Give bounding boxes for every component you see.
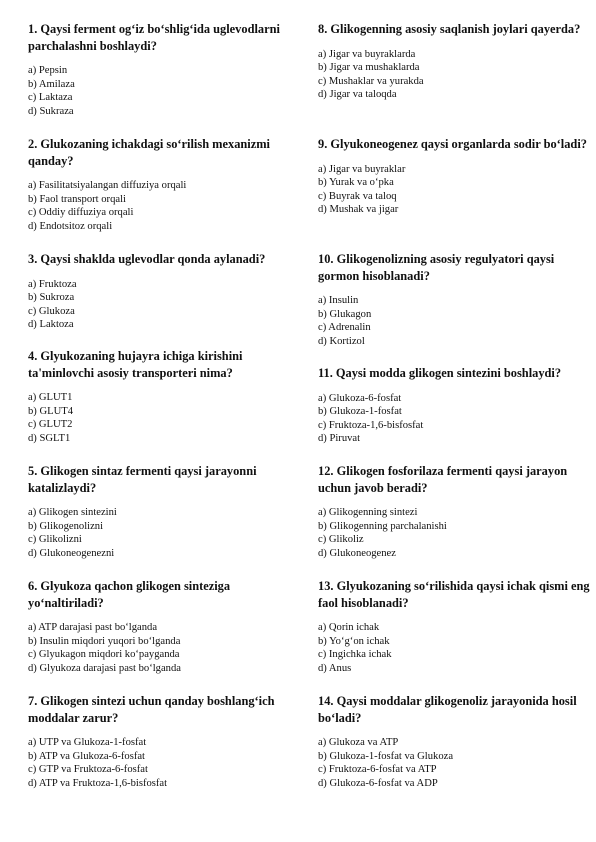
option-a: a) Glukoza va ATP bbox=[318, 737, 399, 748]
option-c: c) Adrenalin bbox=[318, 322, 371, 334]
answer-options bbox=[28, 179, 306, 233]
option-a: a) Glukoza-6-fosfat bbox=[318, 392, 402, 404]
option-d: d) Piruvat bbox=[318, 433, 361, 445]
option-b: b) Yo‘g‘on ichak bbox=[318, 635, 390, 647]
question-title: 13. Glyukozaning so‘rilishida qaysi ichak qismi eng faol hisoblanadi? bbox=[318, 579, 590, 610]
option-d: d) Endotsitoz orqali bbox=[28, 220, 113, 232]
option-c: c) Ingichka ichak bbox=[318, 649, 392, 661]
question-13 bbox=[318, 578, 590, 675]
option-b: b) Faol transport orqali bbox=[28, 193, 126, 205]
option-b: b) GLUT4 bbox=[28, 405, 74, 417]
option-a: a) Glikogen sintezini bbox=[28, 507, 117, 518]
answer-options bbox=[318, 48, 590, 102]
option-d: d) Kortizol bbox=[318, 335, 365, 347]
option-d: d) Laktoza bbox=[28, 319, 74, 331]
option-b: b) Sukroza bbox=[28, 292, 75, 304]
answer-options bbox=[318, 621, 590, 675]
option-b: b) Glikogenolizni bbox=[28, 520, 104, 532]
option-b: b) Yurak va o‘pka bbox=[318, 177, 394, 189]
option-b: b) Glukoza-1-fosfat bbox=[318, 406, 402, 418]
option-c: c) Buyrak va taloq bbox=[318, 190, 397, 202]
option-a: a) Insulin bbox=[318, 295, 359, 306]
question-2 bbox=[28, 136, 306, 233]
question-title: 5. Glikogen sintaz fermenti qaysi jarayonni katalizlaydi? bbox=[28, 464, 257, 495]
question-title: 9. Glyukoneogenez qaysi organlarda sodir bo‘ladi? bbox=[318, 137, 587, 151]
question-title: 14. Qaysi moddalar glikogenoliz jarayonida hosil bo‘ladi? bbox=[318, 694, 577, 725]
answer-options bbox=[28, 391, 306, 445]
option-b: b) Glukoza-1-fosfat va Glukoza bbox=[318, 750, 454, 762]
option-b: b) Amilaza bbox=[28, 78, 75, 90]
option-d: d) Glukoneogenezni bbox=[28, 547, 115, 559]
option-c: c) GTP va Fruktoza-6-fosfat bbox=[28, 764, 148, 776]
option-c: c) Glikoliz bbox=[318, 534, 364, 546]
answer-options bbox=[28, 64, 306, 118]
option-c: c) Laktaza bbox=[28, 92, 73, 104]
option-c: c) Glukoza bbox=[28, 305, 75, 317]
question-title: 4. Glyukozaning hujayra ichiga kirishini ta'minlovchi asosiy transporteri nima? bbox=[28, 349, 243, 380]
question-title: 2. Glukozaning ichakdagi so‘rilish mexanizmi qanday? bbox=[28, 137, 270, 168]
option-d: d) Sukraza bbox=[28, 105, 74, 117]
option-b: b) Glikogenning parchalanishi bbox=[318, 520, 447, 532]
option-c: c) Fruktoza-1,6-bisfosfat bbox=[318, 419, 424, 431]
option-d: d) Glukoza-6-fosfat va ADP bbox=[318, 777, 438, 789]
option-c: c) Oddiy diffuziya orqali bbox=[28, 207, 134, 219]
question-5 bbox=[28, 463, 306, 560]
answer-options bbox=[318, 736, 590, 790]
answer-options bbox=[318, 392, 590, 446]
question-title: 1. Qaysi ferment og‘iz bo‘shlig‘ida uglevodlarni parchalashni boshlaydi? bbox=[28, 22, 280, 53]
option-a: a) Jigar va buyraklar bbox=[318, 163, 406, 175]
option-a: a) Jigar va buyraklarda bbox=[318, 48, 416, 60]
option-c: c) GLUT2 bbox=[28, 419, 73, 431]
option-a: a) Glikogenning sintezi bbox=[318, 507, 418, 518]
option-d: d) Jigar va taloqda bbox=[318, 89, 397, 101]
option-d: d) Glyukoza darajasi past bo‘lganda bbox=[28, 662, 181, 674]
option-a: a) Pepsin bbox=[28, 65, 68, 76]
option-c: c) Fruktoza-6-fosfat va ATP bbox=[318, 764, 437, 776]
question-title: 7. Glikogen sintezi uchun qanday boshlang‘ich moddalar zarur? bbox=[28, 694, 275, 725]
option-d: d) Anus bbox=[318, 662, 352, 674]
answer-options bbox=[28, 621, 306, 675]
question-9 bbox=[318, 136, 590, 217]
question-8 bbox=[318, 21, 590, 102]
option-c: c) Glyukagon miqdori ko‘payganda bbox=[28, 649, 180, 661]
question-title: 3. Qaysi shaklda uglevodlar qonda aylanadi? bbox=[28, 252, 266, 266]
question-11 bbox=[318, 365, 590, 446]
option-a: a) Fruktoza bbox=[28, 278, 77, 290]
option-a: a) GLUT1 bbox=[28, 392, 73, 403]
question-6 bbox=[28, 578, 306, 675]
option-a: a) ATP darajasi past bo‘lganda bbox=[28, 622, 158, 633]
question-title: 11. Qaysi modda glikogen sintezini boshlaydi? bbox=[318, 366, 562, 380]
option-b: b) ATP va Glukoza-6-fosfat bbox=[28, 750, 145, 762]
answer-options bbox=[28, 278, 306, 332]
option-d: d) Mushak va jigar bbox=[318, 204, 399, 216]
question-title: 8. Glikogenning asosiy saqlanish joylari qayerda? bbox=[318, 22, 581, 36]
question-1 bbox=[28, 21, 306, 118]
option-a: a) Qorin ichak bbox=[318, 622, 380, 633]
option-d: d) Glukoneogenez bbox=[318, 547, 396, 559]
question-title: 6. Glyukoza qachon glikogen sinteziga yo‘naltiriladi? bbox=[28, 579, 231, 610]
answer-options bbox=[318, 294, 590, 348]
question-7 bbox=[28, 693, 306, 790]
option-b: b) Glukagon bbox=[318, 308, 372, 320]
option-d: d) SGLT1 bbox=[28, 432, 71, 444]
answer-options bbox=[318, 163, 590, 217]
question-3 bbox=[28, 251, 306, 332]
question-title: 12. Glikogen fosforilaza fermenti qaysi jarayon uchun javob beradi? bbox=[318, 464, 568, 495]
option-d: d) ATP va Fruktoza-1,6-bisfosfat bbox=[28, 777, 168, 789]
option-c: c) Glikolizni bbox=[28, 534, 82, 546]
question-14 bbox=[318, 693, 590, 790]
answer-options bbox=[318, 506, 590, 560]
question-10 bbox=[318, 251, 590, 348]
option-b: b) Insulin miqdori yuqori bo‘lganda bbox=[28, 635, 181, 647]
option-a: a) UTP va Glukoza-1-fosfat bbox=[28, 737, 147, 748]
option-b: b) Jigar va mushaklarda bbox=[318, 62, 420, 74]
option-c: c) Mushaklar va yurakda bbox=[318, 75, 424, 87]
question-12 bbox=[318, 463, 590, 560]
option-a: a) Fasilitatsiyalangan diffuziya orqali bbox=[28, 180, 187, 191]
question-4 bbox=[28, 348, 306, 445]
answer-options bbox=[28, 506, 306, 560]
answer-options bbox=[28, 736, 306, 790]
question-title: 10. Glikogenolizning asosiy regulyatori qaysi gormon hisoblanadi? bbox=[318, 252, 555, 283]
